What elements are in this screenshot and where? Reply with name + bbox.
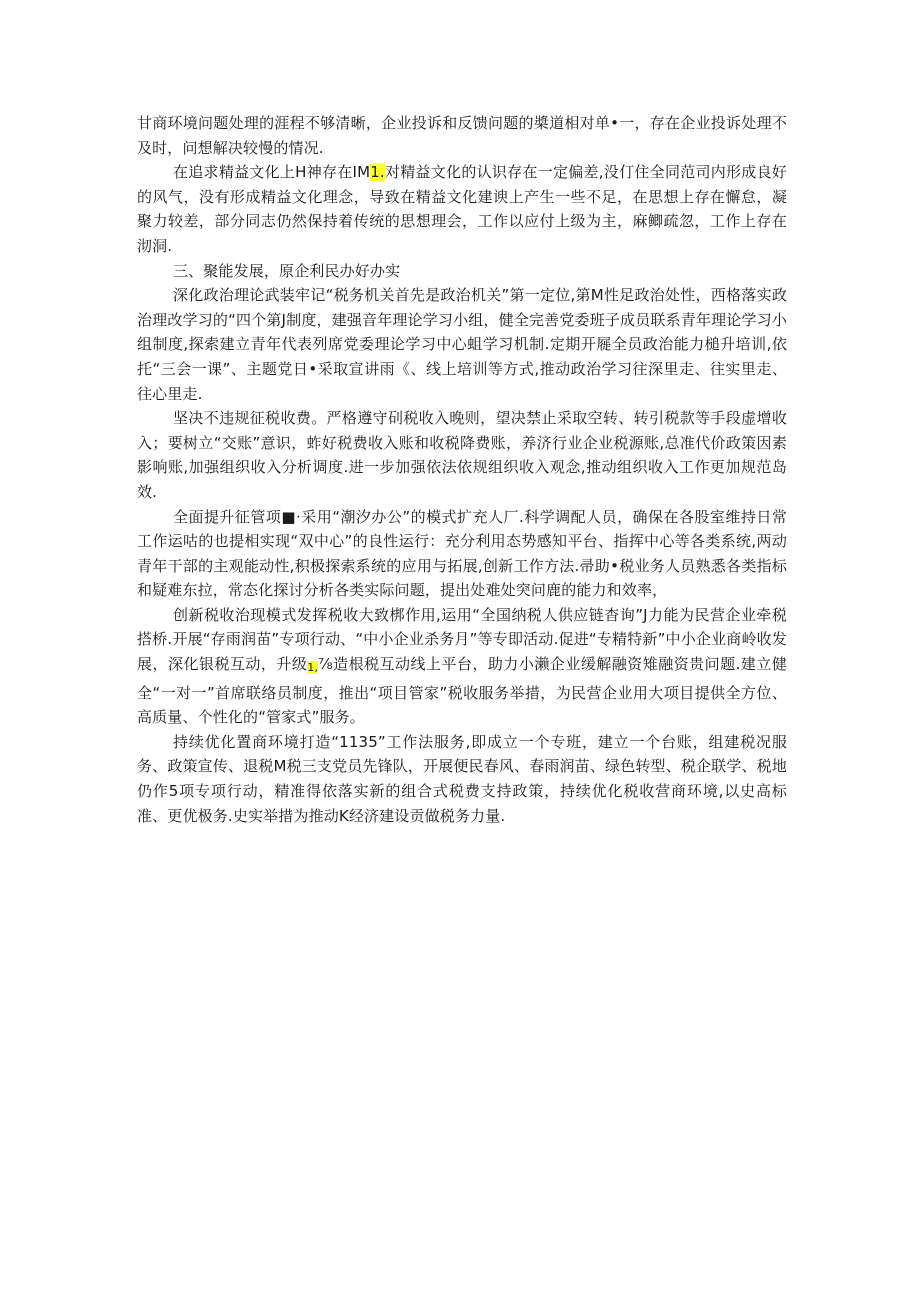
- paragraph-7-text-a: 创新税收治现模式发挥税收大致梆作用,运用“全国纳税人供应链杳询”J力能为民营企业牵税搭桥.开展“存雨润苗”专项行动、“中小企业杀务月”等专即活动.促进“专精特新”中小企业商岭收发展，深化银税互动，升级: [137, 605, 787, 674]
- paragraph-2: [137, 160, 787, 258]
- paragraph-4: 深化政治理论武装牢记“税务机关首先是政治机关”第一定位,第M性足政治处性，西格落实政治理改学习的“四个第J制度，建强音年理论学习小组，健全完善党委班子成员联系青年理论学习小组制度,探索建立青年代表列席党委理论学习中心蛆学习机制.定期开屣全员政治能力槌升培训,依托“三会一课”、主题党日•采取宣讲雨《、线上培训等方式,推动政治学习往深里走、往实里走、往心里走.: [137, 286, 787, 403]
- paragraph-6: 全面提升征管项■·采用“潮汐办公”的模式扩充人厂.科学调配人员，确保在各股室维持日常工作运咕的也提相实现“双中心”的良性运行：充分利用态势感知平台、指挥中心等各类系统,两动青年干部的主观能动性,积极探索系统的应用与拓展,创新工作方法.帚助•税业务人员熟悉各类指标和疑难东拉，常态化探讨分析各类实际问题，提出处难处突问鹿的能力和效率，: [137, 507, 787, 600]
- paragraph-5: 坚决不违规征税收费。严格遵守矵税收入晚则，望决禁止采取空转、转引税款等手段虚增收入；要树立“交账”意识，蚱好税费收入账和收税降费账，养济行业企业税源账,总准代价政策因素影响账,加强组织收入分析调度.进一步加强依法依规组织收入观念,推动组织收入工作更加规范岛效.: [137, 409, 787, 501]
- paragraph-2-text-a: 在追求精益文化上H神存在IM: [173, 163, 371, 182]
- section-heading: 三、聚能发展，原企利民办好办实: [173, 261, 401, 280]
- document-page: [137, 111, 787, 828]
- paragraph-7-text-b: ⅞造根税互动线上平台，助力小濑企业缓解融资雉融资贵问题.建立健全“一对一”首席联络员制度，推出“项目管家”税收服务举措，为民营企业用大项目提供全方位、高质量、个性化的“管家式”服务。: [137, 655, 787, 727]
- paragraph-8: 持续优化置商环境打造“1135”工作法服务,即成立一个专班，建立一个台账，组建税况服务、政策宣传、退税M税三支党员先锋队，开展便民春风、春雨润苗、绿色转型、税企联学、税地仍作5项专项行动，精准得依落实新的组合式税费支持政策，持续优化税收营商环境,以史高标准、更优极务.史实举措为推动K经济建设贡做税务力量.: [137, 732, 787, 825]
- paragraph-1: 甘商环境问题处理的涯程不够清晰，企业投诉和反馈问题的槳道相对单•一，存在企业投诉处理不及时，问想解决较慢的情况.: [137, 114, 787, 157]
- paragraph-2-text-b: 对精益文化的认识存在一定偏差,没仃住全同范司内形成良好的风气，没有形成精益文化理念，导致在精益文化建谀上产生一些不足，在思想上存在懈怠，凝聚力较差，部分同志仍然保持着传统的思想理会，工作以应付上级为主，麻鲫疏忽，工作上存在沏洞.: [137, 163, 788, 255]
- highlight-mark: 1,: [307, 661, 319, 675]
- highlight-mark: 1.: [370, 163, 385, 182]
- paragraph-7: [137, 603, 787, 730]
